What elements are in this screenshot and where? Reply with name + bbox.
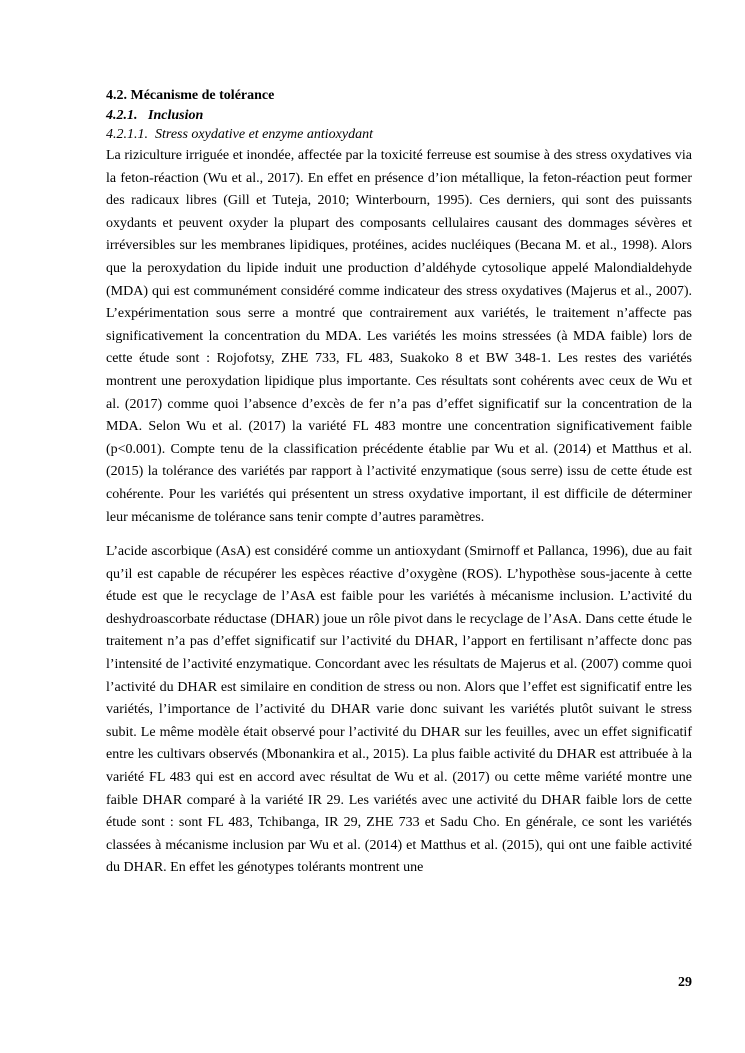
paragraph-oxidative-stress: La riziculture irriguée et inondée, affectée par la toxicité ferreuse est soumise à des stress oxydatives via la feton-réaction (Wu et al., 2017). En effet en présence d’ion métallique, la feton-réaction peut former des radicaux libres (Gill et Tuteja, 2010; Winterbourn, 1995). Ces derniers, qui sont des puissants oxydants et peuvent oxyder la plupart des composants cellulaires causant des dommages sévères et irréversibles sur les membranes lipidiques, protéines, acides nucléiques (Becana M. et al., 1998). Alors que la peroxydation du lipide induit une production d’aldéhyde cytosolique appelé Malondialdehyde (MDA) qui est communément considéré comme indicateur des stress oxydatives (Majerus et al., 2007). L’expérimentation sous serre a montré que contrairement aux variétés, le traitement n’affecte pas significativement la concentration du MDA. Les variétés les moins stressées (à MDA faible) lors de cette étude sont : Rojofotsy, ZHE 733, FL 483, Suakoko 8 et BW 348-1. Les restes des variétés montrent une peroxydation lipidique plus importante. Ces résultats sont cohérents avec ceux de Wu et al. (2017) comme quoi l’absence d’excès de fer n’a pas d’effet significatif sur la concentration de la MDA. Selon Wu et al. (2017) la variété FL 483 montre une concentration significativement faible (p<0.001). Compte tenu de la classification précédente établie par Wu et al. (2014) et Matthus et al. (2015) la tolérance des variétés par rapport à l’activité enzymatique (sous serre) issu de cette étude est cohérente. Pour les variétés qui présentent un stress oxydative important, il est difficile de déterminer leur mécanisme de tolérance sans tenir compte d’autres paramètres.	[106, 148, 692, 525]
page-body	[106, 86, 692, 880]
subsubsection-heading: 4.2.1.1. Stress oxydative et enzyme antioxydant	[106, 127, 373, 142]
subsection-heading: 4.2.1. Inclusion	[106, 108, 204, 123]
section-heading: 4.2. Mécanisme de tolérance	[106, 88, 275, 103]
page-number: 29	[678, 975, 692, 990]
paragraph-ascorbic-acid: L’acide ascorbique (AsA) est considéré comme un antioxydant (Smirnoff et Pallanca, 1996), due au fait qu’il est capable de récupérer les espèces réactive d’oxygène (ROS). L’hypothèse sous-jacente à cette étude est que le recyclage de l’AsA est faible pour les variétés à mécanisme inclusion. L’activité du deshydroascorbate réductase (DHAR) joue un rôle pivot dans le recyclage de l’AsA. Dans cette étude le traitement n’a pas d’effet significatif sur l’activité du DHAR, l’apport en fertilisant n’affecte donc pas l’intensité de l’activité enzymatique. Concordant avec les résultats de Majerus et al. (2007) comme quoi l’activité du DHAR est similaire en condition de stress ou non. Alors que l’effet est significatif entre les variétés, l’importance de l’activité du DHAR varie donc suivant les variétés plutôt suivant le stress subit. Le même modèle était observé pour l’activité du DHAR sur les feuilles, avec un effet significatif entre les cultivars observés (Mbonankira et al., 2015). La plus faible activité du DHAR est attribuée à la variété FL 483 qui est en accord avec résultat de Wu et al. (2017) ou cette même variété montre une faible DHAR comparé à la variété IR 29. Les variétés avec une activité du DHAR faible lors de cette étude sont : sont FL 483, Tchibanga, IR 29, ZHE 733 et Sadu Cho. En générale, ce sont les variétés classées à mécanisme inclusion par Wu et al. (2014) et Matthus et al. (2015), qui ont une faible activité du DHAR. En effet les génotypes tolérants montrent une	[106, 544, 692, 876]
